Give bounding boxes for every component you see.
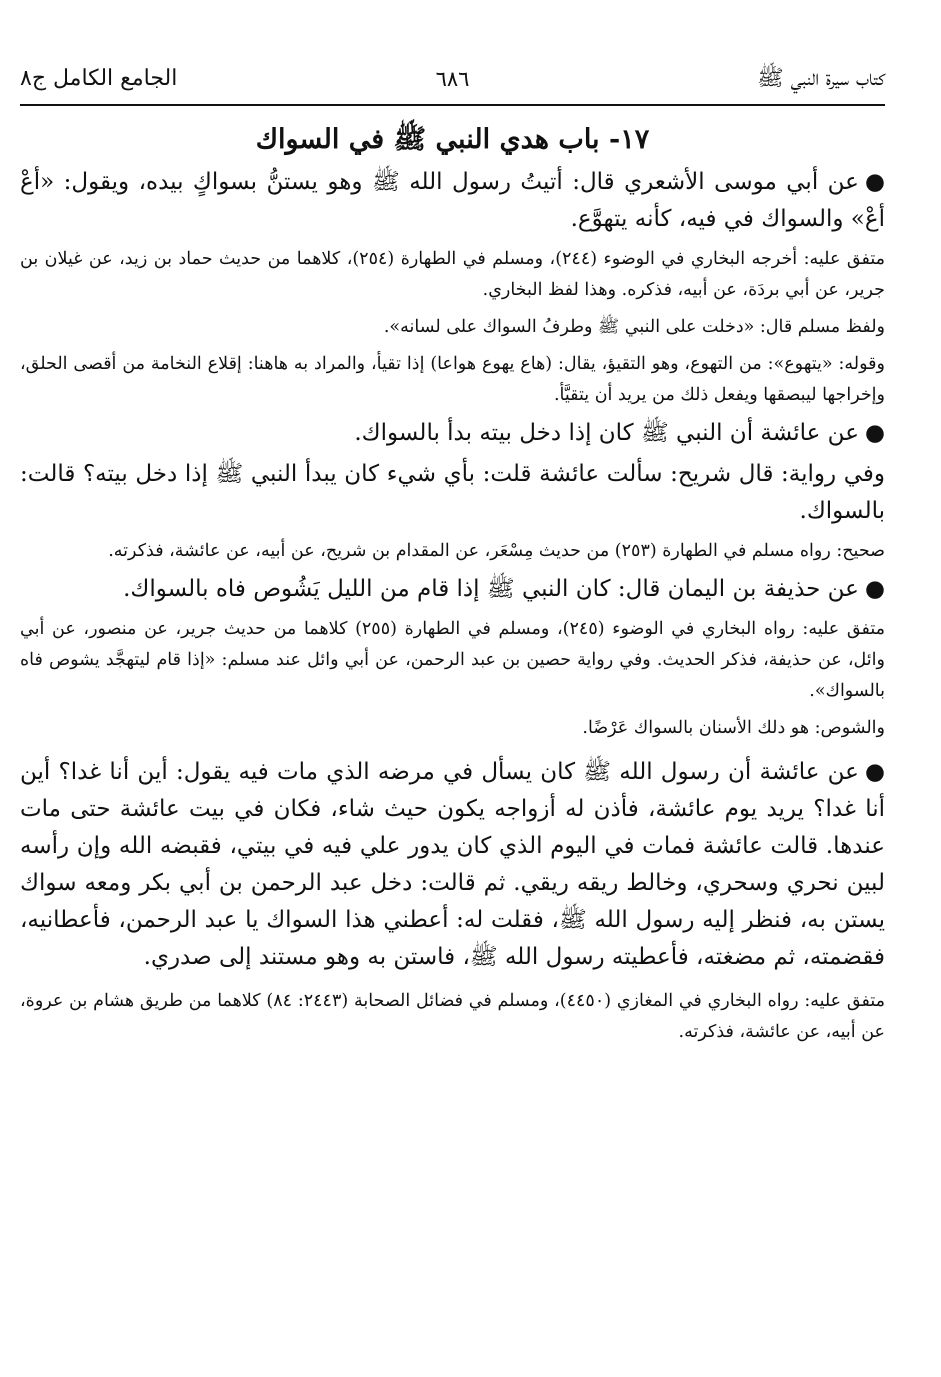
page-number: ٦٨٦ <box>435 67 470 91</box>
hadith-paragraph <box>20 571 885 608</box>
bullet-icon: ● <box>864 759 885 785</box>
explanation-note: وقوله: «يتهوع»: من التهوع، وهو التقيؤ، يقال: (هاع يهوع هواعا) إذا تقيأ، والمراد به هاهنا: إقلاع النخامة من أقصى الحلق، وإخراجها ليبصقها ويفعل ذلك من يريد أن يتقيَّأ. <box>20 354 885 405</box>
bullet-icon: ● <box>864 576 885 602</box>
hadith-text: عن أبي موسى الأشعري قال: أتيتُ رسول الله ﷺ وهو يستنُّ بسواكٍ بيده، ويقول: «أعْ أعْ» والسواك في فيه، كأنه يتهوَّع. <box>20 169 885 232</box>
book-page <box>20 58 885 1048</box>
book-title: كتاب سيرة النبي ﷺ <box>757 66 885 91</box>
hadith-paragraph <box>20 164 885 238</box>
hadith-text: عن عائشة أن النبي ﷺ كان إذا دخل بيته بدأ بالسواك. <box>354 420 859 446</box>
explanation-note: والشوص: هو دلك الأسنان بالسواك عَرْضًا. <box>582 718 885 738</box>
running-header <box>20 58 885 100</box>
hadith-text: عن حذيفة بن اليمان قال: كان النبي ﷺ إذا قام من الليل يَشُوص فاه بالسواك. <box>123 576 859 602</box>
takhrij-note: متفق عليه: رواه البخاري في الوضوء (٢٤٥)، ومسلم في الطهارة (٢٥٥) كلاهما من حديث جرير، عن منصور، عن أبي وائل، عن حذيفة، فذكر الحديث. وفي رواية حصين بن عبد الرحمن، عن أبي وائل عند مسلم: «إذا قام ليتهجَّد يشوص فاه بالسواك». <box>20 619 885 701</box>
hadith-paragraph <box>20 415 885 452</box>
takhrij-note: متفق عليه: أخرجه البخاري في الوضوء (٢٤٤)، ومسلم في الطهارة (٢٥٤)، كلاهما من حديث حماد بن زيد، عن غيلان بن جرير، عن أبي بردَة، عن أبيه، فذكره. وهذا لفظ البخاري. <box>20 249 885 300</box>
hadith-paragraph <box>20 754 885 976</box>
chapter-title: ١٧- باب هدي النبي ﷺ في السواك <box>255 124 650 155</box>
takhrij-note: ولفظ مسلم قال: «دخلت على النبي ﷺ وطرفُ السواك على لسانه». <box>383 317 885 337</box>
header-divider <box>20 104 885 106</box>
volume-title: الجامع الكامل ج٨ <box>20 66 178 91</box>
content <box>20 164 885 1048</box>
hadith-narration: وفي رواية: قال شريح: سألت عائشة قلت: بأي شيء كان يبدأ النبي ﷺ إذا دخل بيته؟ قالت: بالسواك. <box>20 461 885 524</box>
bullet-icon: ● <box>864 420 885 446</box>
hadith-text: عن عائشة أن رسول الله ﷺ كان يسأل في مرضه الذي مات فيه يقول: أين أنا غدا؟ أين أنا غدا؟ يريد يوم عائشة، فأذن له أزواجه يكون حيث شاء، فكان في بيت عائشة حتى مات عندها. قالت عائشة فمات في اليوم الذي كان يدور علي فيه في بيتي، فقبضه الله وإن رأسه لبين نحري وسحري، وخالط ريقه ريقي. ثم قالت: دخل عبد الرحمن بن أبي بكر ومعه سواك يستن به، فنظر إليه رسول الله ﷺ، فقلت له: أعطني هذا السواك يا عبد الرحمن، فأعطانيه، فقضمته، ثم مضغته، فأعطيته رسول الله ﷺ، فاستن به وهو مستند إلى صدري. <box>20 759 885 970</box>
takhrij-note: متفق عليه: رواه البخاري في المغازي (٤٤٥٠)، ومسلم في فضائل الصحابة (٢٤٤٣: ٨٤) كلاهما من طريق هشام بن عروة، عن أبيه، عن عائشة، فذكرته. <box>20 991 885 1042</box>
bullet-icon: ● <box>864 169 885 195</box>
takhrij-note: صحيح: رواه مسلم في الطهارة (٢٥٣) من حديث مِسْعَر، عن المقدام بن شريح، عن أبيه، عن عائشة، فذكرته. <box>108 541 885 561</box>
